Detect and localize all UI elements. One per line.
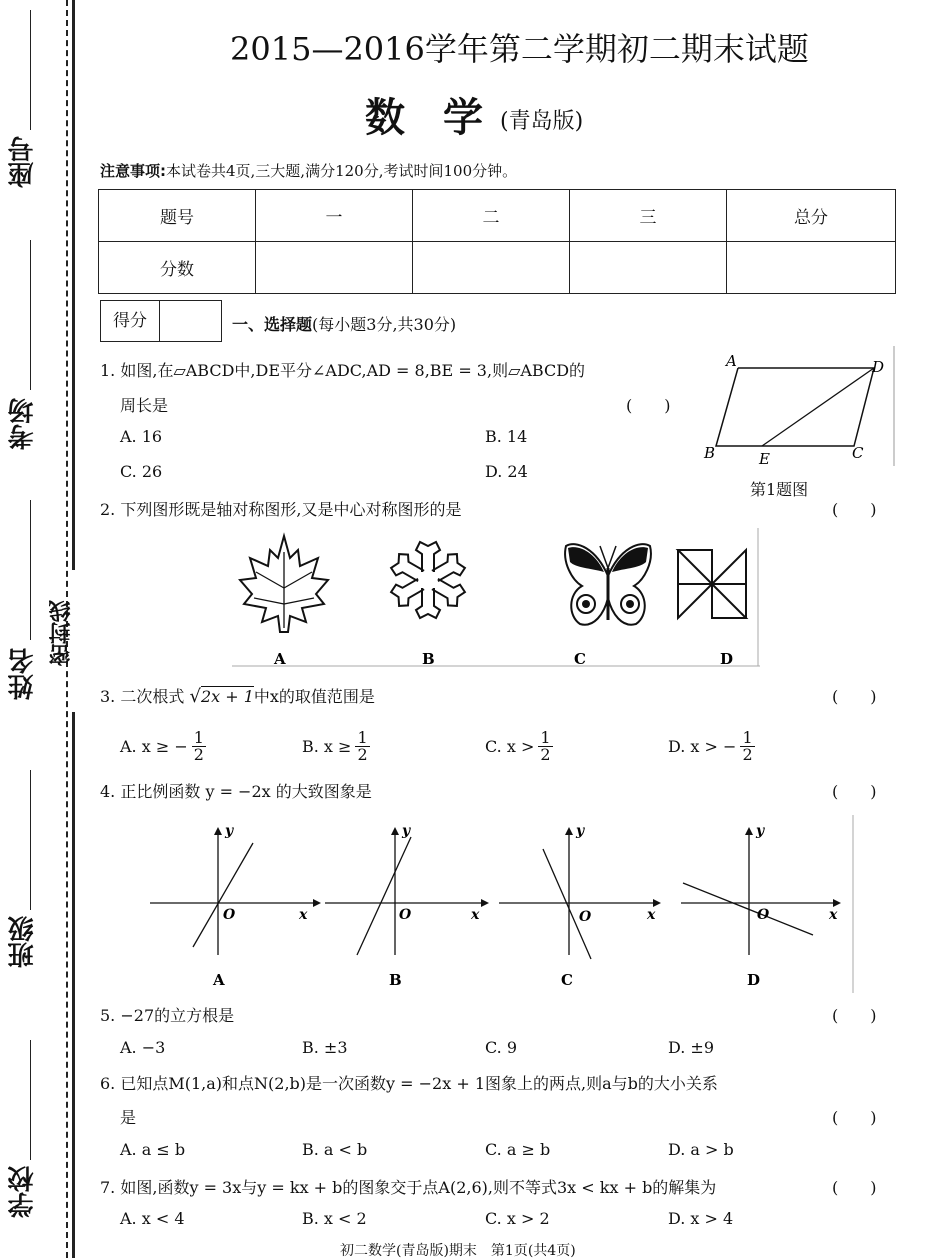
- q1-option-b[interactable]: B. 14: [485, 427, 528, 446]
- score-cell: 三: [570, 190, 727, 242]
- q7-text: 7. 如图,函数y = 3x与y = kx + b的图象交于点A(2,6),则不等式3x < kx + b的解集为: [100, 1178, 717, 1197]
- q1-answer-blank[interactable]: ( ): [626, 396, 671, 415]
- option-text: A. x ≥ −: [120, 737, 188, 756]
- option-text: B. x ≥: [302, 737, 352, 756]
- page-footer: 初二数学(青岛版)期末 第1页(共4页): [340, 1243, 576, 1259]
- butterfly-figure[interactable]: [565, 544, 651, 625]
- axis-label-y: y: [756, 823, 765, 839]
- numerator: 1: [540, 728, 551, 747]
- option-text: D. x > −: [668, 737, 737, 756]
- score-cell: 题号: [99, 190, 256, 242]
- q3-text-pre: 3. 二次根式: [100, 687, 185, 706]
- q4-label-a: A: [213, 971, 225, 989]
- q5-option-d[interactable]: D. ±9: [668, 1038, 715, 1057]
- vertex-label: C: [852, 444, 864, 462]
- fraction: [740, 730, 754, 763]
- q6-text: 6. 已知点M(1,a)和点N(2,b)是一次函数y = −2x + 1图象上的两点,则a与b的大小关系: [100, 1074, 718, 1093]
- origin-label: O: [579, 909, 592, 925]
- origin-label: O: [223, 907, 236, 923]
- q3-option-c[interactable]: [485, 730, 553, 763]
- score-cell: 一: [256, 190, 413, 242]
- binding-solid-line: [72, 0, 75, 570]
- q4-graphs: [145, 815, 857, 995]
- score-input-cell[interactable]: [570, 242, 727, 294]
- axis-label-y: y: [576, 823, 585, 839]
- q2-label-b: B: [422, 650, 435, 668]
- vertex-label: A: [726, 352, 737, 370]
- q6-text-continued: 是: [120, 1108, 137, 1127]
- q1-option-c[interactable]: C. 26: [120, 462, 163, 481]
- option-text: C. x >: [485, 737, 535, 756]
- vertex-label: D: [872, 358, 885, 376]
- fraction: [355, 730, 369, 763]
- origin-label: O: [399, 907, 412, 923]
- side-label-exam-room: 考场: [8, 398, 38, 450]
- seal-line-label: 密封线: [49, 600, 74, 666]
- section-title: 一、选择题: [232, 315, 313, 334]
- q7-answer-blank[interactable]: ( ): [832, 1178, 877, 1197]
- school-fill-line[interactable]: [30, 1040, 31, 1160]
- side-label-name: 姓名: [8, 648, 38, 700]
- axis-label-x: x: [647, 907, 656, 923]
- q4-text: 4. 正比例函数 y = −2x 的大致图象是: [100, 782, 372, 801]
- snowflake-figure[interactable]: [389, 542, 467, 618]
- q2-label-d: D: [720, 650, 734, 668]
- score-cell: 二: [413, 190, 570, 242]
- origin-label: O: [757, 907, 770, 923]
- score-table-value-row: [99, 242, 896, 294]
- q2-answer-blank[interactable]: ( ): [832, 500, 877, 519]
- vertex-label: B: [704, 444, 716, 462]
- numerator: 1: [193, 728, 204, 747]
- q3-answer-blank[interactable]: ( ): [832, 687, 877, 706]
- q5-option-c[interactable]: C. 9: [485, 1038, 518, 1057]
- subject-title: 数学: [365, 95, 521, 141]
- section-note: (每小题3分,共30分): [312, 315, 457, 334]
- q1-figure-caption: 第1题图: [750, 480, 809, 499]
- q2-label-c: C: [574, 650, 586, 668]
- numerator: 1: [357, 728, 368, 747]
- radical-sign: √: [189, 686, 201, 707]
- binding-solid-line-lower: [72, 712, 75, 1258]
- seat-fill-line[interactable]: [30, 10, 31, 130]
- pinwheel-figure[interactable]: [678, 550, 746, 618]
- section-score-input[interactable]: [160, 301, 221, 341]
- q3-option-d[interactable]: [668, 730, 755, 763]
- q4-answer-blank[interactable]: ( ): [832, 782, 877, 801]
- q3-radicand: 2x + 1: [200, 687, 254, 706]
- denominator: 2: [193, 745, 204, 764]
- q6-option-a[interactable]: A. a ≤ b: [120, 1140, 186, 1159]
- axis-label-x: x: [829, 907, 838, 923]
- q1-text: 1. 如图,在▱ABCD中,DE平分∠ADC,AD = 8,BE = 3,则▱ABCD的: [100, 361, 586, 380]
- fraction: [538, 730, 552, 763]
- maple-leaf-figure[interactable]: [240, 536, 328, 632]
- q2-label-a: A: [274, 650, 286, 668]
- section-score-box: [100, 300, 222, 342]
- graph-a[interactable]: [150, 823, 321, 989]
- q6-option-c[interactable]: C. a ≥ b: [485, 1140, 551, 1159]
- axis-label-y: y: [402, 823, 411, 839]
- section-score-label: 得分: [101, 301, 160, 341]
- q5-answer-blank[interactable]: ( ): [832, 1006, 877, 1025]
- q5-text: 5. −27的立方根是: [100, 1006, 235, 1025]
- q3-text-post: 中x的取值范围是: [253, 687, 375, 706]
- graph-d[interactable]: [681, 823, 841, 989]
- q4-label-c: C: [561, 971, 573, 989]
- name-fill-line[interactable]: [30, 500, 31, 640]
- q6-answer-blank[interactable]: ( ): [832, 1108, 877, 1127]
- notice-label: 注意事项:: [100, 162, 166, 180]
- section-heading: [232, 312, 456, 335]
- q1-text-continued: 周长是: [120, 396, 169, 415]
- numerator: 1: [742, 728, 753, 747]
- score-table-header-row: [99, 190, 896, 242]
- denominator: 2: [357, 745, 368, 764]
- q3-text: [100, 684, 375, 707]
- denominator: 2: [742, 745, 753, 764]
- axis-label-y: y: [225, 823, 234, 839]
- q3-option-a[interactable]: [120, 730, 206, 763]
- graph-b[interactable]: [325, 823, 489, 989]
- fraction: [192, 730, 206, 763]
- class-fill-line[interactable]: [30, 770, 31, 910]
- axis-label-x: x: [299, 907, 308, 923]
- q4-label-d: D: [747, 971, 761, 989]
- graph-c[interactable]: [499, 823, 661, 989]
- axis-label-x: x: [471, 907, 480, 923]
- side-label-class: 班级: [8, 916, 38, 968]
- q2-figures: [232, 528, 762, 670]
- q5-option-b[interactable]: B. ±3: [302, 1038, 348, 1057]
- score-input-cell[interactable]: [727, 242, 896, 294]
- q7-option-a[interactable]: A. x < 4: [120, 1209, 185, 1228]
- q1-option-d[interactable]: D. 24: [485, 462, 528, 481]
- side-label-school: 学校: [8, 1166, 38, 1218]
- score-cell: 分数: [99, 242, 256, 294]
- page-title: 2015—2016学年第二学期初二期末试题: [230, 30, 809, 68]
- q6-option-b[interactable]: B. a < b: [302, 1140, 368, 1159]
- q7-option-d[interactable]: D. x > 4: [668, 1209, 734, 1228]
- q6-option-d[interactable]: D. a > b: [668, 1140, 734, 1159]
- q7-option-b[interactable]: B. x < 2: [302, 1209, 367, 1228]
- score-input-cell[interactable]: [413, 242, 570, 294]
- notice: [100, 160, 517, 181]
- score-cell: 总分: [727, 190, 896, 242]
- score-table: [98, 189, 896, 294]
- q1-parallelogram-figure: [696, 346, 896, 471]
- exam-room-fill-line[interactable]: [30, 240, 31, 390]
- notice-text: 本试卷共4页,三大题,满分120分,考试时间100分钟。: [166, 162, 518, 180]
- q7-option-c[interactable]: C. x > 2: [485, 1209, 550, 1228]
- denominator: 2: [540, 745, 551, 764]
- vertex-label: E: [759, 450, 770, 468]
- edition-label: (青岛版): [500, 109, 584, 134]
- q1-option-a[interactable]: A. 16: [120, 427, 163, 446]
- side-label-seat: 座号: [8, 136, 38, 188]
- q2-text: 2. 下列图形既是轴对称图形,又是中心对称图形的是: [100, 500, 462, 519]
- q4-label-b: B: [389, 971, 402, 989]
- score-input-cell[interactable]: [256, 242, 413, 294]
- q5-option-a[interactable]: A. −3: [120, 1038, 166, 1057]
- q3-option-b[interactable]: [302, 730, 370, 763]
